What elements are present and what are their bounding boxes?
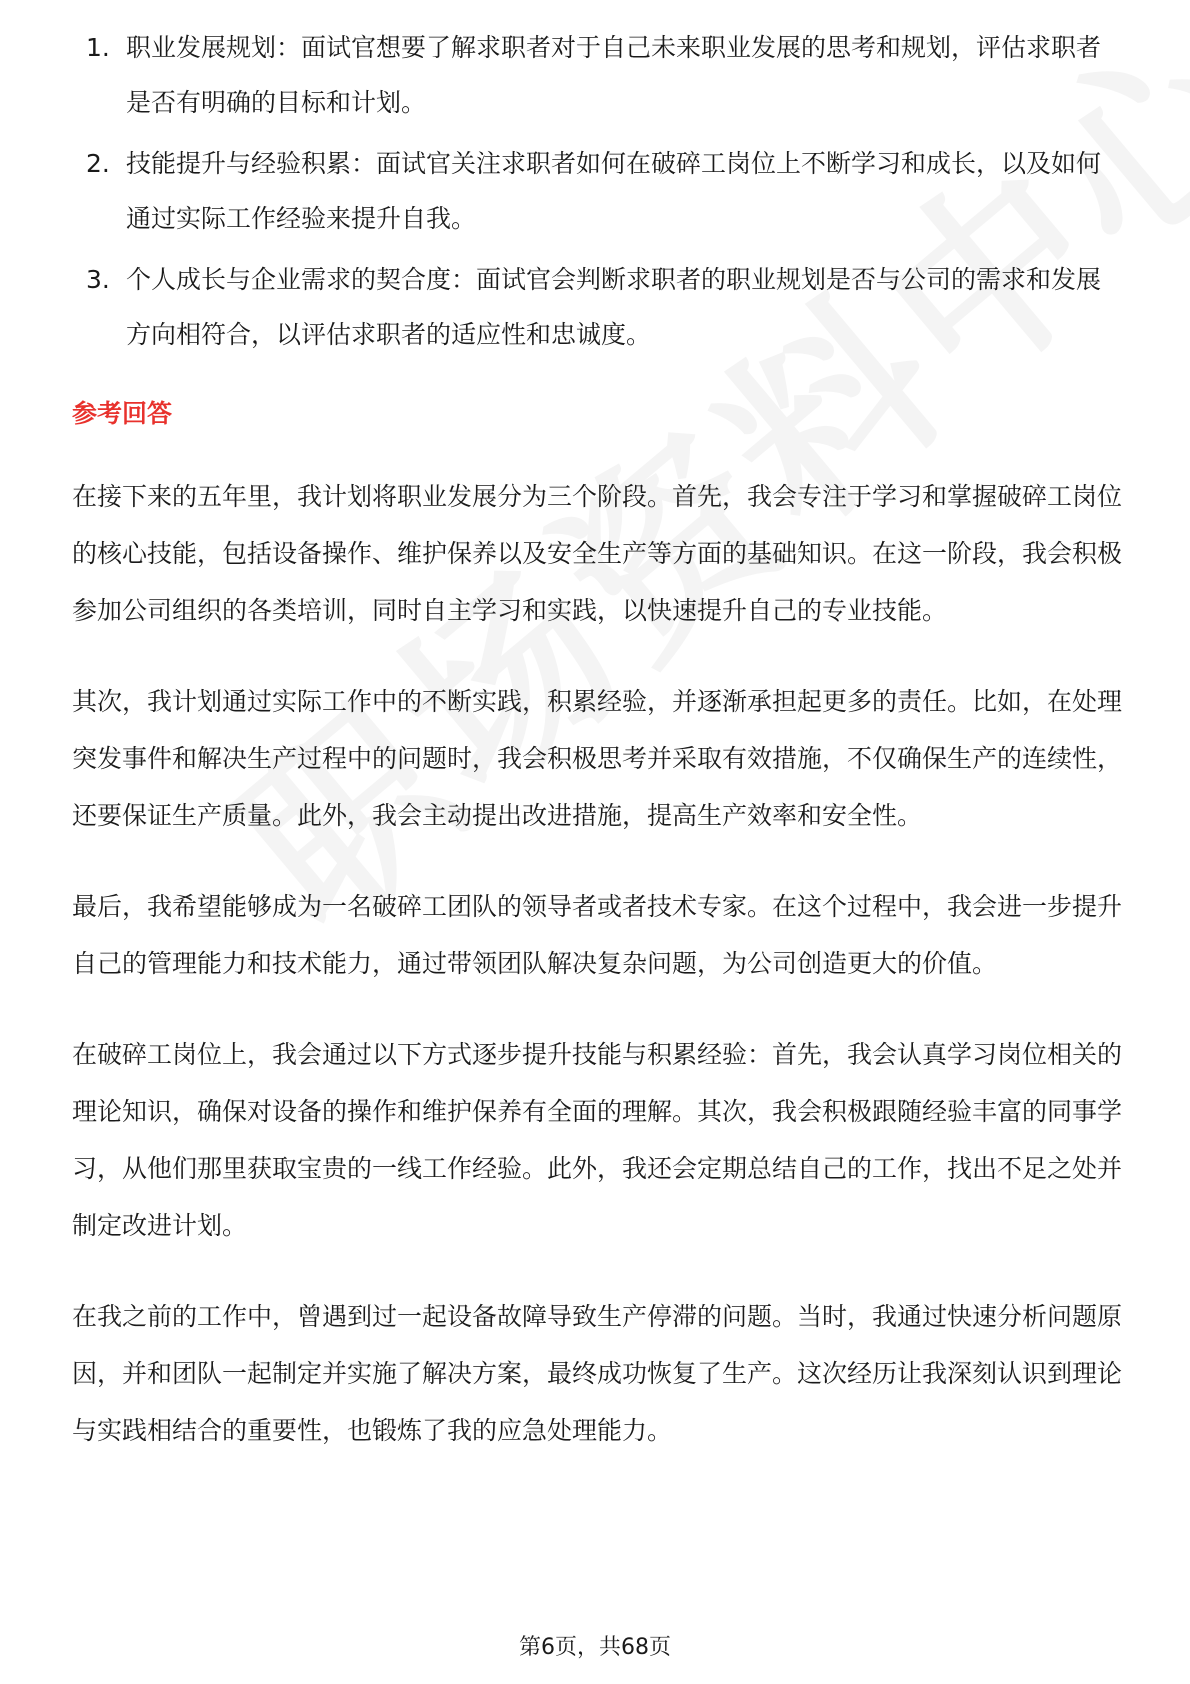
- paragraph: 最后，我希望能够成为一名破碎工团队的领导者或者技术专家。在这个过程中，我会进一步提升自己的管理能力和技术能力，通过带领团队解决复杂问题，为公司创造更大的价值。: [72, 892, 1123, 978]
- paragraph: 其次，我计划通过实际工作中的不断实践，积累经验，并逐渐承担起更多的责任。比如，在处理突发事件和解决生产过程中的问题时，我会积极思考并采取有效措施，不仅确保生产的连续性，还要保证生产质量。此外，我会主动提出改进措施，提高生产效率和安全性。: [72, 687, 1123, 830]
- list-number: 1.: [86, 33, 110, 62]
- section-heading: 参考回答: [72, 399, 173, 428]
- list-text: 职业发展规划：面试官想要了解求职者对于自己未来职业发展的思考和规划，评估求职者是否有明确的目标和计划。: [126, 33, 1102, 117]
- list-number: 3.: [86, 265, 110, 294]
- list-item: [82, 136, 1122, 246]
- paragraph: 在接下来的五年里，我计划将职业发展分为三个阶段。首先，我会专注于学习和掌握破碎工岗位的核心技能，包括设备操作、维护保养以及安全生产等方面的基础知识。在这一阶段，我会积极参加公司组织的各类培训，同时自主学习和实践，以快速提升自己的专业技能。: [72, 482, 1123, 625]
- paragraph: 在我之前的工作中，曾遇到过一起设备故障导致生产停滞的问题。当时，我通过快速分析问题原因，并和团队一起制定并实施了解决方案，最终成功恢复了生产。这次经历让我深刻认识到理论与实践相结合的重要性，也锻炼了我的应急处理能力。: [72, 1302, 1123, 1445]
- list-text: 技能提升与经验积累：面试官关注求职者如何在破碎工岗位上不断学习和成长，以及如何通过实际工作经验来提升自我。: [126, 149, 1102, 233]
- page-footer: 第6页，共68页: [519, 1635, 671, 1660]
- list-text: 个人成长与企业需求的契合度：面试官会判断求职者的职业规划是否与公司的需求和发展方向相符合，以评估求职者的适应性和忠诚度。: [126, 265, 1102, 349]
- criteria-list: [82, 20, 1122, 368]
- reference-answer: [72, 468, 1122, 1493]
- paragraph: 在破碎工岗位上，我会通过以下方式逐步提升技能与积累经验：首先，我会认真学习岗位相关的理论知识，确保对设备的操作和维护保养有全面的理解。其次，我会积极跟随经验丰富的同事学习，从他们那里获取宝贵的一线工作经验。此外，我还会定期总结自己的工作，找出不足之处并制定改进计划。: [72, 1040, 1123, 1240]
- list-number: 2.: [86, 149, 110, 178]
- list-item: [82, 252, 1122, 362]
- list-item: [82, 20, 1122, 130]
